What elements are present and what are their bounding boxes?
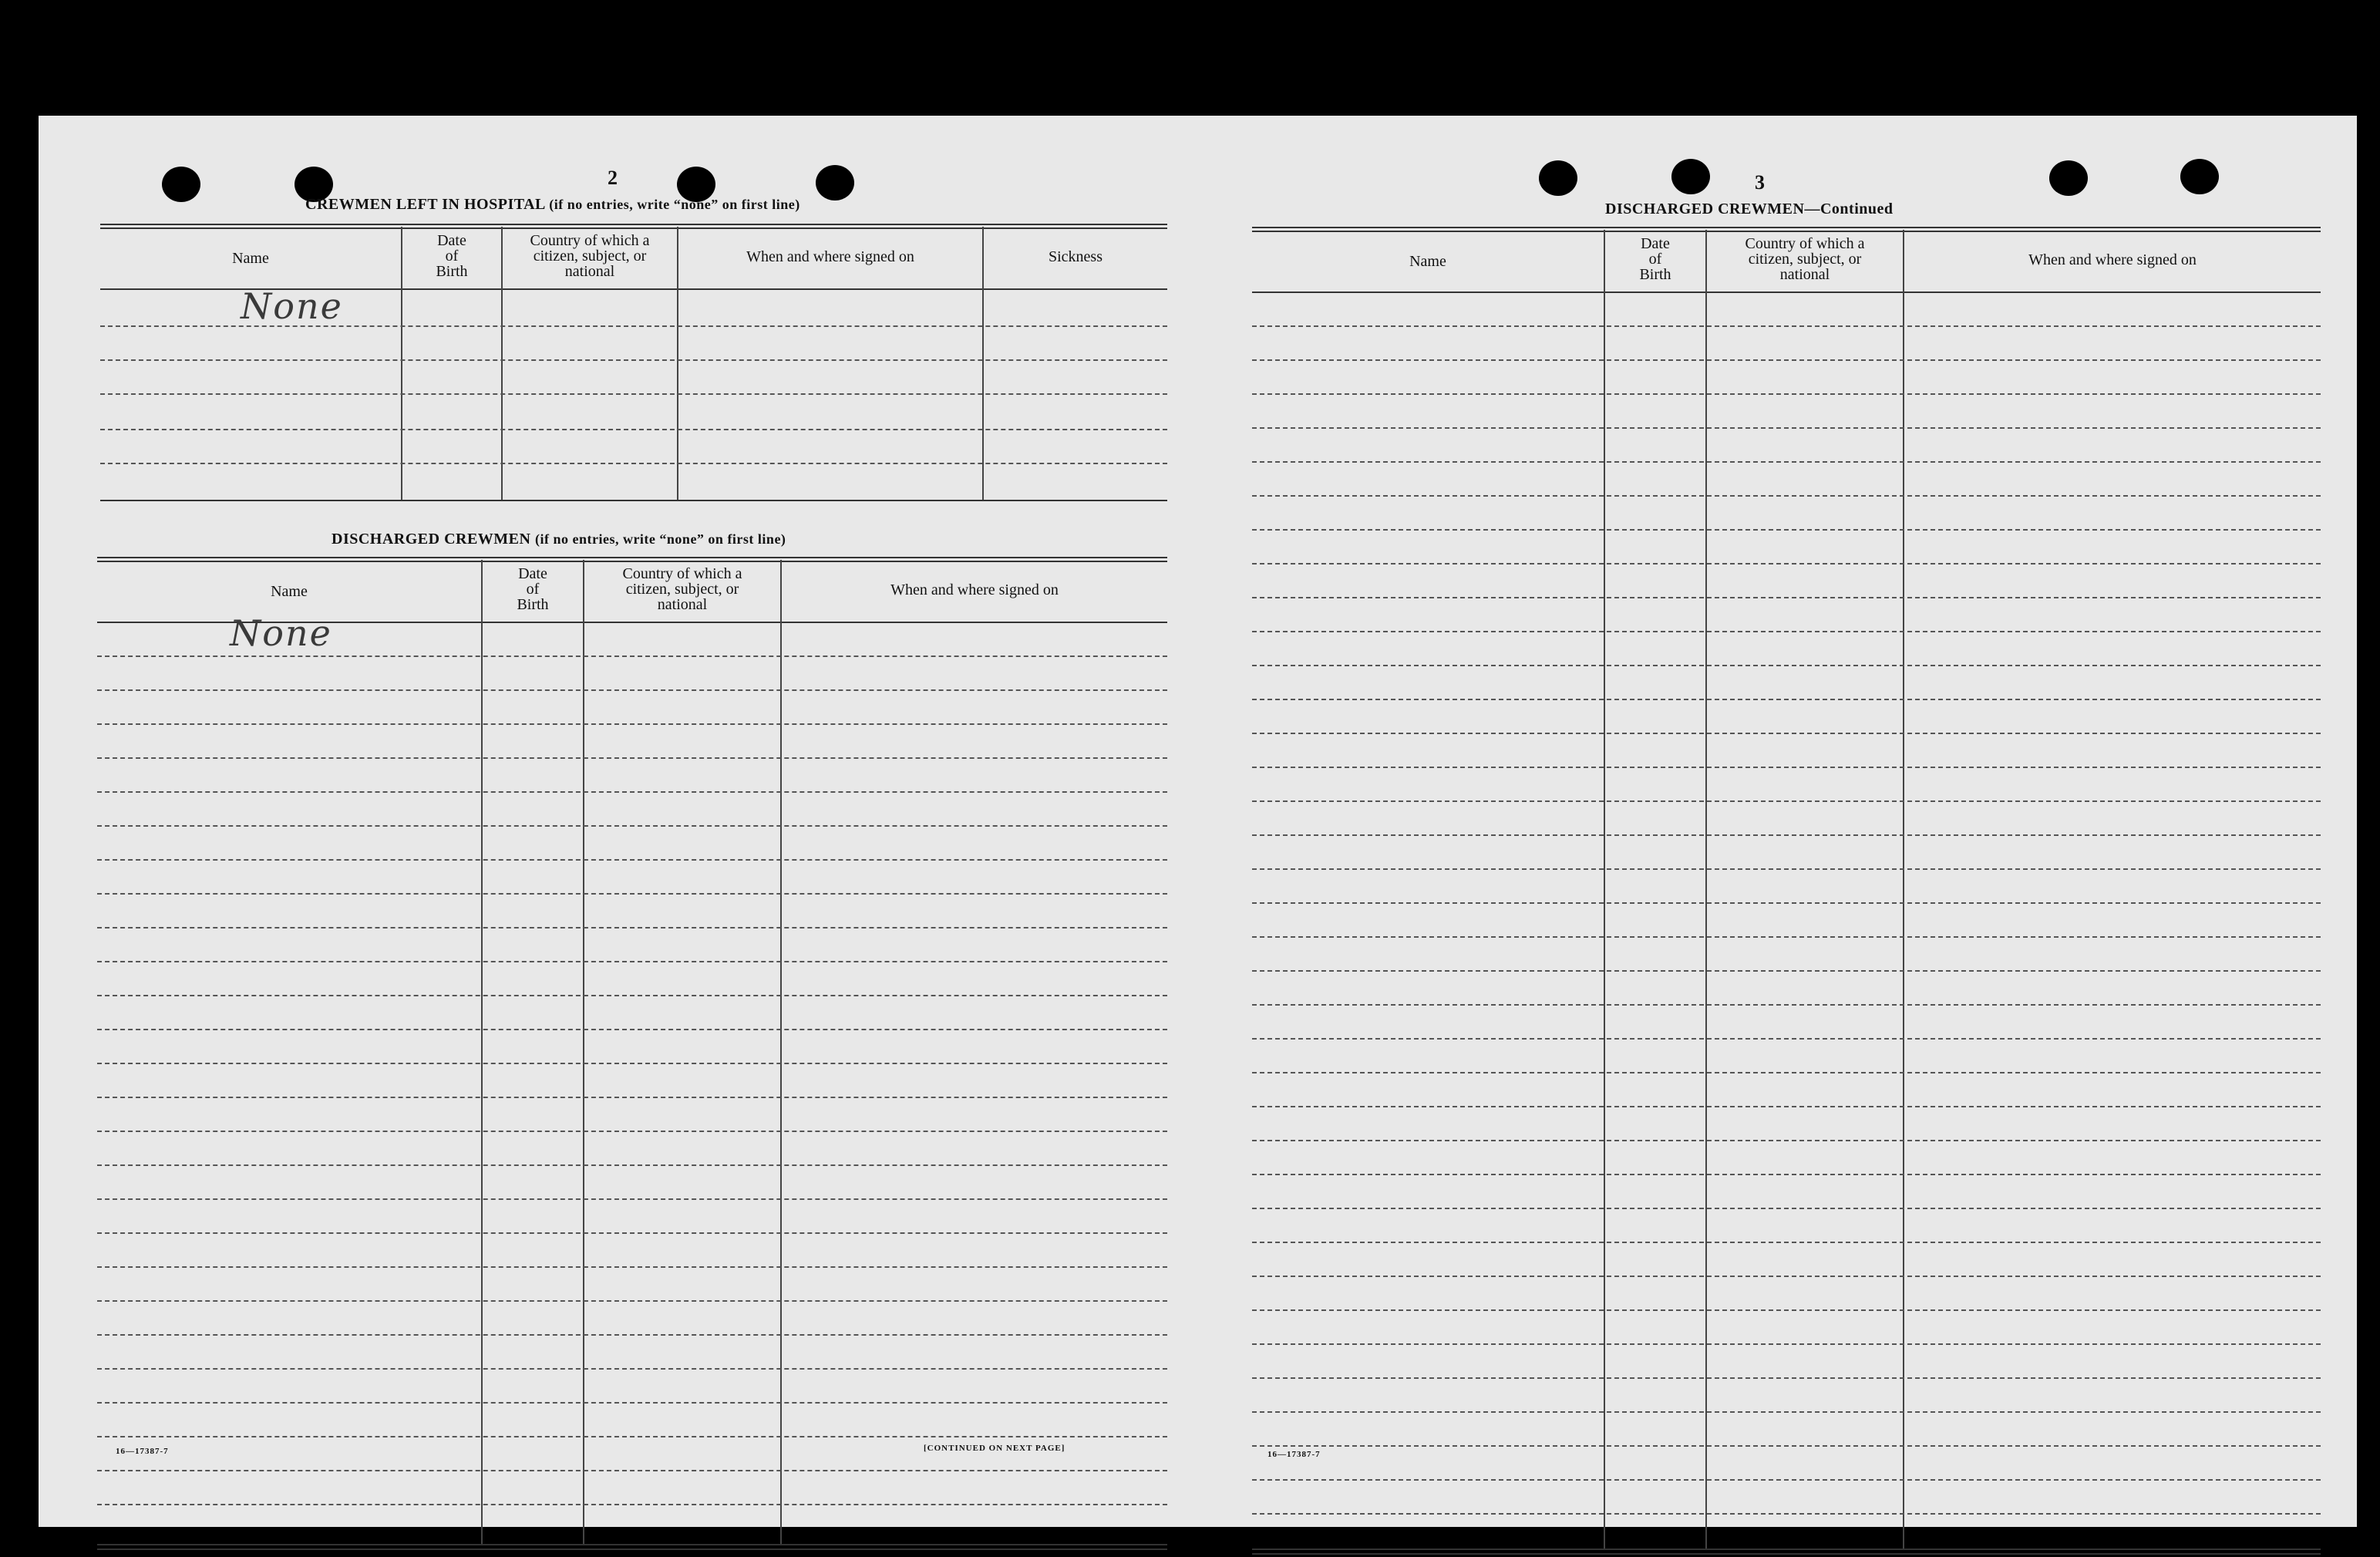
handwritten-entry: None xyxy=(230,612,332,654)
discharged-continued-title: DISCHARGED CREWMEN—Continued xyxy=(1605,201,1894,217)
col-header-name: Name xyxy=(232,250,269,267)
handwritten-entry: None xyxy=(241,285,343,327)
col-header-country: Country of which a citizen, subject, or national xyxy=(622,565,742,613)
punch-hole xyxy=(2049,160,2088,196)
form-number-right: 16—17387-7 xyxy=(1267,1450,1321,1459)
discharged-instruction: (if no entries, write “none” on first line) xyxy=(534,531,786,547)
discharged-title-text: DISCHARGED CREWMEN xyxy=(332,531,531,548)
col-header-signed-on: When and where signed on xyxy=(2028,251,2197,268)
punch-hole xyxy=(162,167,200,202)
form-number-left: 16—17387-7 xyxy=(116,1447,169,1456)
col-header-country: Country of which a citizen, subject, or national xyxy=(530,232,650,280)
col-header-country: Country of which a citizen, subject, or national xyxy=(1745,235,1865,283)
hospital-title-text: CREWMEN LEFT IN HOSPITAL xyxy=(305,196,545,213)
punch-hole xyxy=(1539,160,1577,196)
col-header-date-of-birth: Date of Birth xyxy=(517,565,549,613)
col-header-signed-on: When and where signed on xyxy=(746,248,914,265)
continued-note: [CONTINUED ON NEXT PAGE] xyxy=(924,1444,1065,1453)
page-number-right: 3 xyxy=(1755,171,1765,194)
discharged-table-right xyxy=(1252,227,2321,1555)
col-header-sickness: Sickness xyxy=(1049,248,1102,265)
col-header-date-of-birth: Date of Birth xyxy=(1639,235,1671,283)
page-number-left: 2 xyxy=(608,167,618,189)
hospital-instruction: (if no entries, write “none” on first line) xyxy=(549,197,800,212)
col-header-date-of-birth: Date of Birth xyxy=(436,232,468,280)
col-header-signed-on: When and where signed on xyxy=(890,581,1059,598)
hospital-table xyxy=(100,224,1167,503)
discharged-section-title xyxy=(332,531,786,548)
col-header-name: Name xyxy=(271,583,308,600)
punch-hole xyxy=(816,165,854,201)
discharged-table-left xyxy=(97,557,1167,1555)
col-header-name: Name xyxy=(1409,253,1446,270)
punch-hole xyxy=(1671,159,1710,194)
hospital-section-title xyxy=(305,196,800,214)
punch-hole xyxy=(2180,159,2219,194)
document-scan xyxy=(39,116,2357,1527)
